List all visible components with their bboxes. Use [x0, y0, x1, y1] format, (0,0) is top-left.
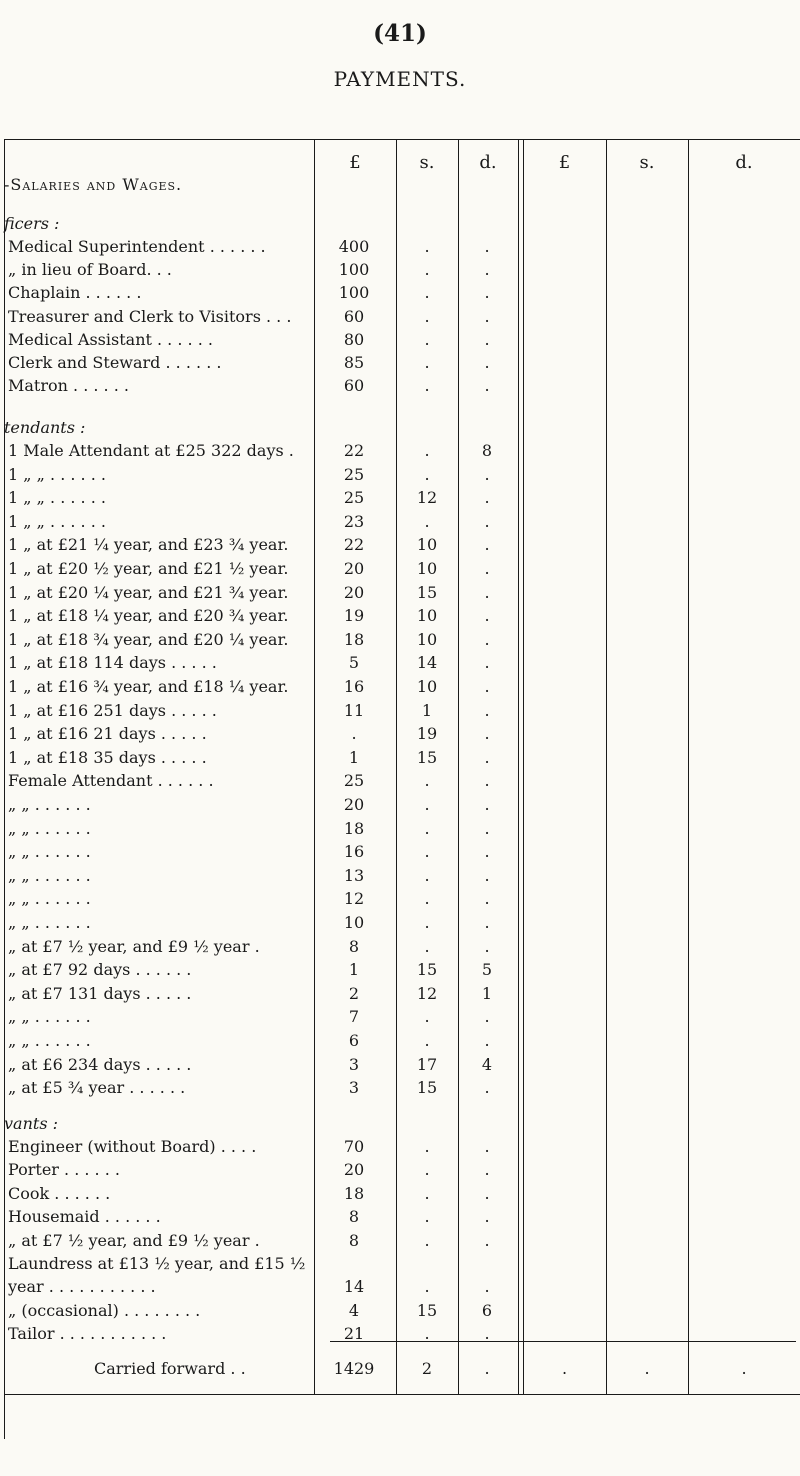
- row-label: „ „ . . . . . .: [8, 865, 91, 885]
- ledger-row: [0, 583, 800, 607]
- row-label: „ „ . . . . . .: [8, 842, 91, 862]
- row-shillings: .: [424, 771, 430, 791]
- row-shillings: .: [424, 1007, 430, 1027]
- row-pounds: 22: [343, 441, 365, 460]
- ledger-row: [0, 441, 800, 465]
- row-pence: .: [484, 535, 490, 555]
- row-pounds: 3: [348, 1078, 360, 1098]
- row-shillings: 12: [416, 983, 438, 1003]
- carried-forward-pounds-2: .: [561, 1359, 568, 1378]
- row-pounds: 8: [348, 1207, 360, 1227]
- row-shillings: .: [424, 464, 430, 484]
- row-label: Cook . . . . . .: [8, 1183, 111, 1203]
- row-pounds: 20: [343, 582, 365, 602]
- row-pounds: 1: [348, 960, 360, 980]
- row-shillings: 1: [421, 700, 433, 720]
- ledger-row: [0, 842, 800, 866]
- row-shillings: .: [424, 1137, 430, 1156]
- row-pence: .: [484, 724, 490, 744]
- ledger-row: [0, 677, 800, 701]
- row-pence: .: [484, 1078, 490, 1098]
- row-pence: .: [484, 865, 490, 885]
- row-label: 1 „ at £20 ½ year, and £21 ½ year.: [8, 559, 289, 578]
- row-pence: .: [484, 1160, 490, 1180]
- row-pence: .: [484, 283, 490, 303]
- row-shillings: 14: [416, 653, 438, 673]
- row-pounds: 1: [348, 747, 360, 767]
- ledger-row: [0, 330, 800, 354]
- row-shillings: 10: [416, 629, 438, 649]
- ledger-row: [0, 283, 800, 307]
- row-pounds: 11: [343, 700, 365, 720]
- row-pounds: 20: [343, 1160, 365, 1180]
- ledger-row: [0, 376, 800, 400]
- row-shillings: 15: [416, 747, 438, 767]
- row-pence: .: [484, 237, 490, 256]
- ledger-row: [0, 748, 800, 772]
- ledger-row: [0, 653, 800, 677]
- row-label: 1 „ at £20 ¼ year, and £21 ¾ year.: [8, 582, 289, 602]
- col-pounds-2: £: [558, 152, 571, 173]
- row-label: „ at £5 ¾ year . . . . . .: [8, 1078, 186, 1098]
- row-pence: 8: [481, 441, 493, 460]
- carried-forward-shillings: 2: [421, 1359, 433, 1378]
- row-pence: .: [484, 1137, 490, 1156]
- row-label: Female Attendant . . . . . .: [8, 771, 214, 791]
- header-rule: [4, 139, 800, 140]
- row-label: Medical Assistant . . . . . .: [8, 329, 213, 349]
- row-pence: .: [484, 559, 490, 578]
- row-shillings: .: [424, 329, 430, 349]
- row-shillings: .: [424, 1160, 430, 1180]
- row-pence: .: [484, 936, 490, 956]
- row-shillings: .: [424, 260, 430, 280]
- carried-forward-pence-2: .: [741, 1359, 747, 1378]
- row-label: „ at £7 ½ year, and £9 ½ year .: [8, 1230, 260, 1250]
- ledger-row: [0, 512, 800, 536]
- row-label: 1 „ at £18 ¾ year, and £20 ¼ year.: [8, 629, 289, 649]
- ledger-row: [0, 1160, 800, 1184]
- row-label: Housemaid . . . . . .: [8, 1207, 161, 1227]
- row-shillings: .: [424, 376, 430, 396]
- section-heading: -Salaries and Wages.: [4, 175, 183, 194]
- ledger-row: [0, 237, 800, 261]
- row-pence: .: [484, 677, 490, 696]
- row-shillings: 12: [416, 488, 438, 508]
- row-label: „ in lieu of Board. . .: [8, 260, 172, 280]
- row-pence: 6: [481, 1300, 493, 1320]
- row-pounds: 16: [343, 677, 365, 696]
- carried-forward-pounds: 1429: [333, 1359, 375, 1378]
- row-pence: .: [484, 464, 490, 484]
- row-pence: .: [484, 795, 490, 814]
- row-pounds: 60: [343, 376, 365, 396]
- row-shillings: .: [424, 1230, 430, 1250]
- ledger-row: [0, 1078, 800, 1102]
- row-pence: .: [484, 488, 490, 508]
- row-label: Matron . . . . . .: [8, 376, 129, 396]
- row-pounds: 18: [343, 629, 365, 649]
- row-pounds: 16: [343, 842, 365, 862]
- row-label: 1 „ at £16 21 days . . . . .: [8, 724, 207, 744]
- row-pounds: 12: [343, 889, 365, 909]
- row-label: 1 „ at £18 ¼ year, and £20 ¾ year.: [8, 606, 289, 626]
- row-shillings: .: [424, 913, 430, 932]
- row-pence: 1: [481, 983, 493, 1003]
- row-pounds: 25: [343, 488, 365, 508]
- row-label: 1 „ at £16 251 days . . . . .: [8, 700, 217, 720]
- ledger-row: [0, 1007, 800, 1031]
- row-label: „ at £7 131 days . . . . .: [8, 983, 192, 1003]
- row-shillings: 10: [416, 606, 438, 626]
- row-pounds: 20: [343, 559, 365, 578]
- ledger-row: [0, 1301, 800, 1325]
- row-shillings: .: [424, 1207, 430, 1227]
- col-pence: d.: [479, 152, 497, 173]
- row-pounds: 7: [348, 1007, 360, 1027]
- ledger-row: [0, 1137, 800, 1161]
- row-label: year . . . . . . . . . . .: [8, 1277, 156, 1297]
- row-label: „ „ . . . . . .: [8, 913, 91, 932]
- row-pounds: 25: [343, 771, 365, 791]
- row-shillings: 17: [416, 1054, 438, 1074]
- row-pounds: 6: [348, 1031, 360, 1050]
- row-pence: 5: [481, 960, 493, 980]
- row-label: Treasurer and Clerk to Visitors . . .: [8, 306, 292, 326]
- row-label: Tailor . . . . . . . . . . .: [8, 1324, 167, 1344]
- row-shillings: .: [424, 306, 430, 326]
- row-label: Laundress at £13 ½ year, and £15 ½: [8, 1254, 306, 1273]
- row-pounds: 10: [343, 913, 365, 932]
- row-pounds: 100: [338, 260, 370, 280]
- row-shillings: .: [424, 842, 430, 862]
- ledger-row: [0, 307, 800, 331]
- row-pounds: 14: [343, 1277, 365, 1297]
- row-pounds: 400: [338, 237, 370, 256]
- ledger-row: [0, 937, 800, 961]
- ledger-row: [0, 866, 800, 890]
- row-pence: .: [484, 653, 490, 673]
- ledger-row: [0, 913, 800, 937]
- row-label: Clerk and Steward . . . . . .: [8, 353, 222, 372]
- row-shillings: .: [424, 889, 430, 909]
- row-pounds: 18: [343, 1183, 365, 1203]
- row-pence: .: [484, 771, 490, 791]
- col-pounds: £: [349, 152, 361, 173]
- ledger-row: [0, 488, 800, 512]
- row-shillings: 15: [416, 1300, 438, 1320]
- row-pence: .: [484, 889, 490, 909]
- row-shillings: .: [424, 1324, 430, 1344]
- group-heading: tendants :: [4, 418, 86, 437]
- row-label: „ (occasional) . . . . . . . .: [8, 1300, 201, 1320]
- row-pounds: 22: [343, 535, 365, 555]
- row-pounds: 4: [348, 1300, 360, 1320]
- ledger-row: [0, 630, 800, 654]
- row-pence: 4: [481, 1054, 493, 1074]
- row-shillings: .: [424, 818, 430, 838]
- row-shillings: .: [424, 353, 430, 372]
- row-label: 1 „ at £18 35 days . . . . .: [8, 747, 207, 767]
- row-pence: .: [484, 913, 490, 932]
- row-label: 1 „ at £16 ¾ year, and £18 ¼ year.: [8, 677, 289, 696]
- row-pounds: 100: [338, 283, 370, 303]
- row-shillings: .: [424, 795, 430, 814]
- row-pence: .: [484, 376, 490, 396]
- ledger-row: [0, 1254, 800, 1278]
- col-shillings: s.: [419, 152, 435, 173]
- row-label: 1 „ „ . . . . . .: [8, 488, 106, 508]
- row-label: 1 Male Attendant at £25 322 days .: [8, 441, 294, 460]
- row-pence: .: [484, 842, 490, 862]
- row-pounds: 5: [348, 653, 360, 673]
- ledger-row: [0, 1207, 800, 1231]
- row-label: Medical Superintendent . . . . . .: [8, 237, 266, 256]
- row-pounds: 18: [343, 818, 365, 838]
- row-pounds: 3: [348, 1054, 360, 1074]
- carried-forward-pence: .: [484, 1359, 490, 1378]
- row-pence: .: [484, 1183, 490, 1203]
- row-pounds: 21: [343, 1324, 365, 1344]
- row-pence: .: [484, 353, 490, 372]
- ledger-row: [0, 771, 800, 795]
- carried-forward-label: Carried forward . .: [94, 1359, 246, 1378]
- row-pounds: 85: [343, 353, 365, 372]
- row-pence: .: [484, 329, 490, 349]
- row-shillings: .: [424, 865, 430, 885]
- row-shillings: 15: [416, 1078, 438, 1098]
- ledger-row: [0, 1324, 800, 1348]
- row-pence: .: [484, 306, 490, 326]
- row-pence: .: [484, 582, 490, 602]
- row-pounds: 60: [343, 306, 365, 326]
- ledger-row: [0, 1277, 800, 1301]
- row-pence: .: [484, 1230, 490, 1250]
- row-label: Chaplain . . . . . .: [8, 283, 142, 303]
- ledger-row: [0, 984, 800, 1008]
- ledger-row: [0, 559, 800, 583]
- page-number: (41): [373, 20, 427, 47]
- ledger-row: [0, 1031, 800, 1055]
- row-label: „ „ . . . . . .: [8, 1031, 91, 1050]
- row-shillings: .: [424, 1183, 430, 1203]
- row-shillings: 19: [416, 724, 438, 744]
- group-heading: vants :: [4, 1114, 58, 1133]
- row-pounds: 80: [343, 329, 365, 349]
- row-shillings: 10: [416, 535, 438, 555]
- ledger-row: [0, 260, 800, 284]
- ledger-row: [0, 724, 800, 748]
- row-label: 1 „ at £18 114 days . . . . .: [8, 653, 217, 673]
- row-pence: .: [484, 629, 490, 649]
- row-label: „ at £7 ½ year, and £9 ½ year .: [8, 936, 260, 956]
- row-pounds: 19: [343, 606, 365, 626]
- row-pence: .: [484, 700, 490, 720]
- group-heading: ficers :: [4, 214, 60, 233]
- row-pence: .: [484, 1007, 490, 1027]
- row-label: Porter . . . . . .: [8, 1160, 120, 1180]
- ledger-row: [0, 960, 800, 984]
- row-shillings: .: [424, 237, 430, 256]
- row-pence: .: [484, 260, 490, 280]
- ledger-row: [0, 465, 800, 489]
- ledger-row: [0, 353, 800, 377]
- row-pounds: 2: [348, 983, 360, 1003]
- row-label: „ at £6 234 days . . . . .: [8, 1054, 192, 1074]
- row-shillings: 10: [416, 559, 438, 578]
- ledger-row: [0, 819, 800, 843]
- row-pence: .: [484, 1324, 490, 1344]
- row-label: 1 „ at £21 ¼ year, and £23 ¾ year.: [8, 535, 289, 555]
- row-pence: .: [484, 1207, 490, 1227]
- ledger-row: [0, 606, 800, 630]
- row-label: 1 „ „ . . . . . .: [8, 464, 106, 484]
- row-pence: .: [484, 1277, 490, 1297]
- row-pounds: 25: [343, 464, 365, 484]
- row-pence: .: [484, 747, 490, 767]
- row-label: „ „ . . . . . .: [8, 818, 91, 838]
- row-pence: .: [484, 818, 490, 838]
- row-pounds: 23: [343, 511, 365, 531]
- ledger-row: [0, 701, 800, 725]
- row-shillings: 15: [416, 582, 438, 602]
- bottom-rule: [4, 1394, 800, 1395]
- row-pounds: 20: [343, 795, 365, 814]
- row-pence: .: [484, 1031, 490, 1050]
- row-shillings: .: [424, 283, 430, 303]
- col-shillings-2: s.: [639, 152, 655, 173]
- ledger-row: [0, 1231, 800, 1255]
- row-shillings: 15: [416, 960, 438, 980]
- ledger-row: [0, 1184, 800, 1208]
- row-pounds: 70: [343, 1137, 365, 1156]
- row-label: „ „ . . . . . .: [8, 889, 91, 909]
- row-pence: .: [484, 511, 490, 531]
- row-shillings: .: [424, 936, 430, 956]
- page-title: PAYMENTS.: [333, 67, 467, 91]
- col-pence-2: d.: [735, 152, 753, 173]
- row-shillings: 10: [416, 677, 438, 696]
- row-shillings: .: [424, 441, 430, 460]
- row-label: Engineer (without Board) . . . .: [8, 1137, 257, 1156]
- row-label: „ „ . . . . . .: [8, 795, 91, 814]
- row-shillings: .: [424, 1277, 430, 1297]
- ledger-row: [0, 535, 800, 559]
- row-pounds: .: [351, 724, 357, 744]
- row-shillings: .: [424, 1031, 430, 1050]
- row-pounds: 13: [343, 865, 365, 885]
- row-shillings: .: [424, 511, 430, 531]
- row-label: „ at £7 92 days . . . . . .: [8, 960, 192, 980]
- row-pence: .: [484, 606, 490, 626]
- row-label: „ „ . . . . . .: [8, 1007, 91, 1027]
- carried-forward-shillings-2: .: [644, 1359, 650, 1378]
- row-pounds: 8: [348, 936, 360, 956]
- ledger-row: [0, 795, 800, 819]
- ledger-row: [0, 1055, 800, 1079]
- row-pounds: 8: [348, 1230, 360, 1250]
- row-label: 1 „ „ . . . . . .: [8, 511, 106, 531]
- ledger-row: [0, 889, 800, 913]
